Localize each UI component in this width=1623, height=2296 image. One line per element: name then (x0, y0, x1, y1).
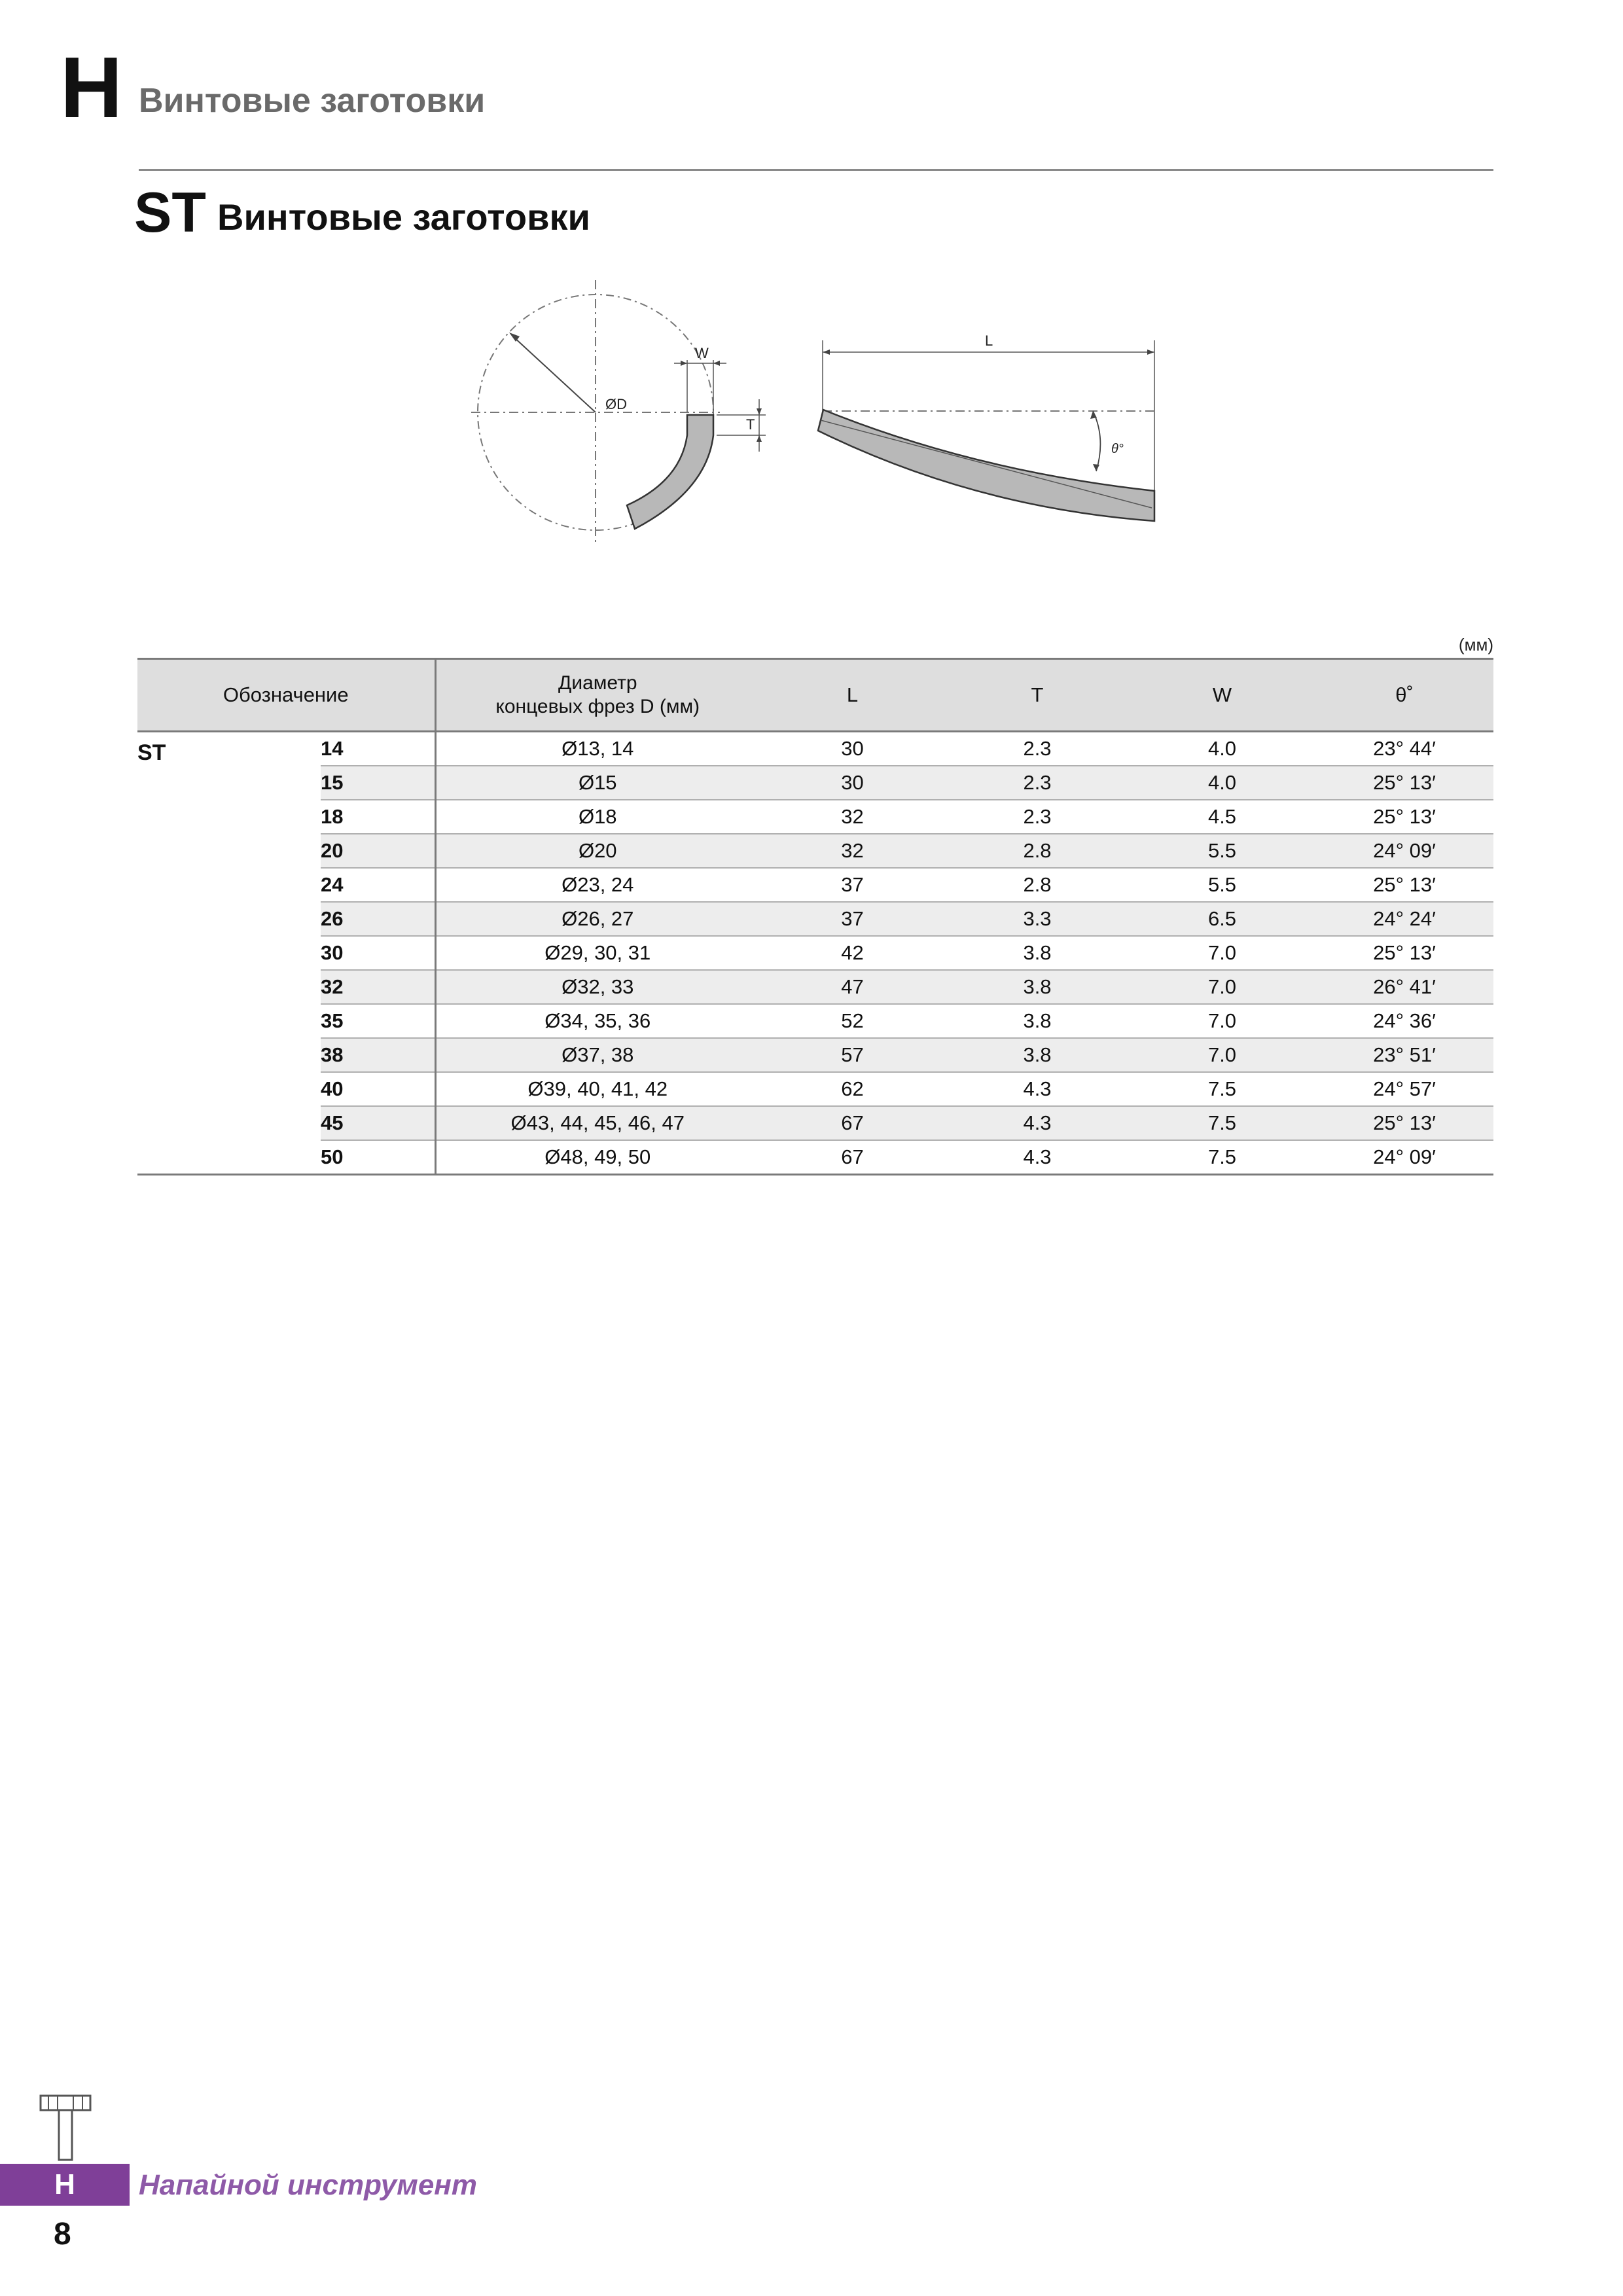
row-T: 2.8 (946, 868, 1129, 902)
row-code: 50 (321, 1140, 435, 1175)
header-diameter-line1: Диаметр (558, 672, 637, 694)
row-T: 3.8 (946, 1038, 1129, 1072)
row-theta: 25° 13′ (1315, 868, 1493, 902)
row-L: 37 (759, 902, 946, 936)
row-code: 24 (321, 868, 435, 902)
cross-section-view (471, 280, 766, 545)
arc-blank-shape (627, 415, 713, 529)
table-row (137, 1004, 1493, 1038)
table-row (137, 1140, 1493, 1175)
row-diameter: Ø20 (435, 834, 759, 868)
row-W: 7.5 (1129, 1140, 1315, 1175)
row-diameter: Ø39, 40, 41, 42 (435, 1072, 759, 1106)
side-view (818, 332, 1154, 521)
row-W: 5.5 (1129, 868, 1315, 902)
row-theta: 24° 57′ (1315, 1072, 1493, 1106)
chapter-letter: H (60, 39, 123, 135)
row-W: 7.0 (1129, 970, 1315, 1004)
row-code: 26 (321, 902, 435, 936)
row-L: 57 (759, 1038, 946, 1072)
row-W: 4.0 (1129, 732, 1315, 766)
table-row (137, 868, 1493, 902)
helical-strip-shape (818, 410, 1154, 521)
row-T: 3.3 (946, 902, 1129, 936)
row-diameter: Ø15 (435, 766, 759, 800)
row-L: 37 (759, 868, 946, 902)
table-row (137, 732, 1493, 766)
header-designation: Обозначение (137, 659, 435, 732)
table-row (137, 800, 1493, 834)
row-W: 4.0 (1129, 766, 1315, 800)
row-T: 2.3 (946, 766, 1129, 800)
row-diameter: Ø48, 49, 50 (435, 1140, 759, 1175)
table-row (137, 1038, 1493, 1072)
width-label: W (695, 345, 709, 361)
spec-table (137, 658, 1493, 1175)
row-code: 20 (321, 834, 435, 868)
header-T: T (946, 659, 1129, 732)
row-T: 3.8 (946, 936, 1129, 970)
row-T: 3.8 (946, 1004, 1129, 1038)
header-diameter-line2: концевых фрез D (мм) (495, 696, 700, 717)
row-L: 47 (759, 970, 946, 1004)
row-L: 67 (759, 1140, 946, 1175)
row-W: 5.5 (1129, 834, 1315, 868)
row-theta: 25° 13′ (1315, 800, 1493, 834)
row-diameter: Ø32, 33 (435, 970, 759, 1004)
row-theta: 25° 13′ (1315, 766, 1493, 800)
angle-label: θ° (1111, 442, 1124, 456)
row-diameter: Ø18 (435, 800, 759, 834)
row-code: 30 (321, 936, 435, 970)
unit-note: (мм) (1458, 635, 1493, 655)
row-theta: 24° 36′ (1315, 1004, 1493, 1038)
row-code: 35 (321, 1004, 435, 1038)
header-W: W (1129, 659, 1315, 732)
row-theta: 23° 51′ (1315, 1038, 1493, 1072)
header-L: L (759, 659, 946, 732)
section-title: Винтовые заготовки (217, 196, 590, 238)
row-code: 14 (321, 732, 435, 766)
table-row (137, 1072, 1493, 1106)
row-L: 62 (759, 1072, 946, 1106)
thickness-label: T (746, 416, 755, 433)
header-divider (139, 169, 1493, 171)
row-W: 7.0 (1129, 936, 1315, 970)
row-T: 4.3 (946, 1140, 1129, 1175)
table-row (137, 902, 1493, 936)
footer-tab: H (0, 2164, 130, 2206)
row-T: 3.8 (946, 970, 1129, 1004)
row-T: 4.3 (946, 1072, 1129, 1106)
row-W: 7.5 (1129, 1072, 1315, 1106)
row-theta: 24° 09′ (1315, 1140, 1493, 1175)
row-code: 38 (321, 1038, 435, 1072)
row-code: 45 (321, 1106, 435, 1140)
row-L: 52 (759, 1004, 946, 1038)
header-theta: θ˚ (1315, 659, 1493, 732)
row-theta: 24° 24′ (1315, 902, 1493, 936)
page-number: 8 (54, 2217, 71, 2251)
table-row (137, 936, 1493, 970)
row-L: 30 (759, 766, 946, 800)
row-diameter: Ø26, 27 (435, 902, 759, 936)
row-L: 30 (759, 732, 946, 766)
row-T: 2.3 (946, 732, 1129, 766)
row-code: 32 (321, 970, 435, 1004)
row-W: 4.5 (1129, 800, 1315, 834)
row-code: 15 (321, 766, 435, 800)
row-T: 4.3 (946, 1106, 1129, 1140)
series-label: ST (137, 732, 321, 1175)
row-W: 7.5 (1129, 1106, 1315, 1140)
blank-dimension-diagram (452, 275, 1158, 550)
row-diameter: Ø29, 30, 31 (435, 936, 759, 970)
row-T: 2.8 (946, 834, 1129, 868)
tool-icon (38, 2093, 93, 2161)
table-row (137, 970, 1493, 1004)
row-theta: 25° 13′ (1315, 1106, 1493, 1140)
row-theta: 24° 09′ (1315, 834, 1493, 868)
row-diameter: Ø37, 38 (435, 1038, 759, 1072)
table-header-row (137, 659, 1493, 732)
row-W: 6.5 (1129, 902, 1315, 936)
diameter-label: ØD (605, 396, 627, 412)
section-code: ST (134, 181, 206, 244)
row-diameter: Ø23, 24 (435, 868, 759, 902)
row-L: 67 (759, 1106, 946, 1140)
row-theta: 26° 41′ (1315, 970, 1493, 1004)
row-L: 32 (759, 800, 946, 834)
row-diameter: Ø43, 44, 45, 46, 47 (435, 1106, 759, 1140)
row-code: 40 (321, 1072, 435, 1106)
footer-title: Напайной инструмент (139, 2169, 477, 2201)
row-diameter: Ø34, 35, 36 (435, 1004, 759, 1038)
row-L: 42 (759, 936, 946, 970)
table-row (137, 834, 1493, 868)
row-theta: 25° 13′ (1315, 936, 1493, 970)
row-W: 7.0 (1129, 1038, 1315, 1072)
row-theta: 23° 44′ (1315, 732, 1493, 766)
table-row (137, 1106, 1493, 1140)
row-code: 18 (321, 800, 435, 834)
row-T: 2.3 (946, 800, 1129, 834)
row-diameter: Ø13, 14 (435, 732, 759, 766)
row-L: 32 (759, 834, 946, 868)
table-row (137, 766, 1493, 800)
length-label: L (985, 332, 993, 349)
header-diameter (435, 659, 759, 732)
chapter-title: Винтовые заготовки (139, 82, 486, 120)
row-W: 7.0 (1129, 1004, 1315, 1038)
